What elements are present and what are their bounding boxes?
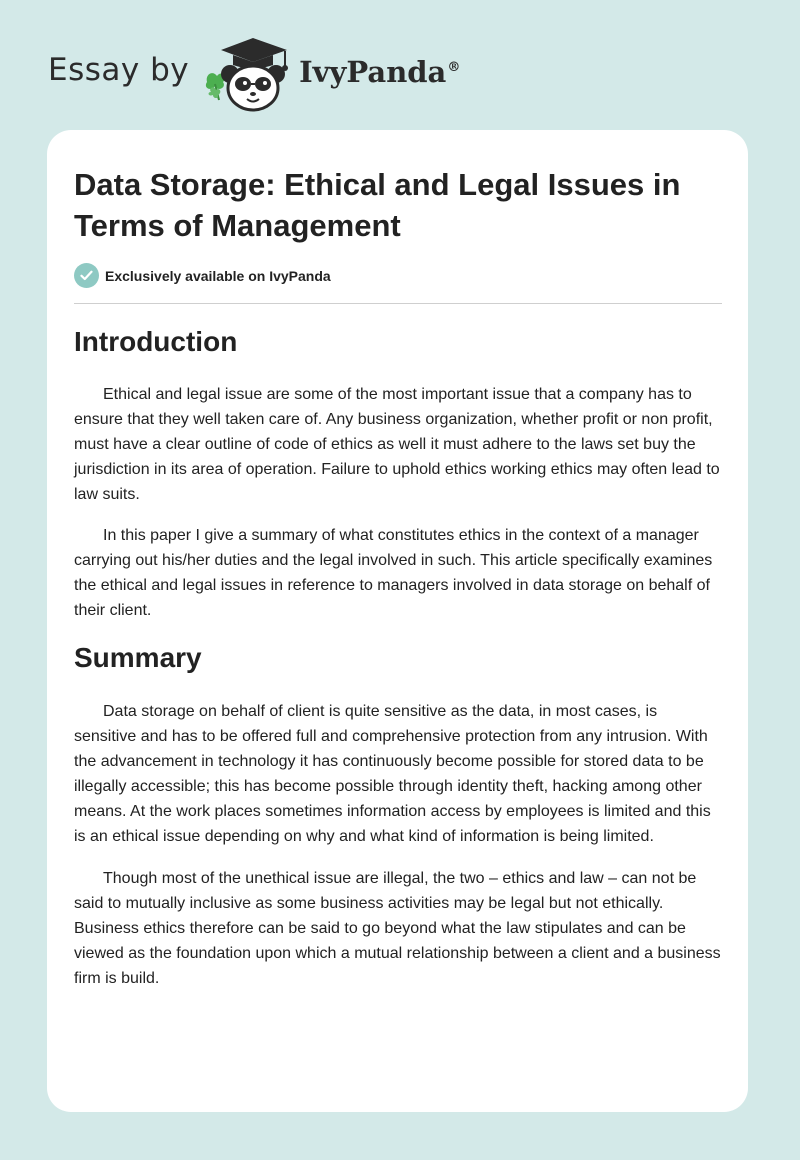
divider xyxy=(74,303,722,304)
section-heading-introduction: Introduction xyxy=(74,326,238,357)
exclusive-label: Exclusively available on IvyPanda xyxy=(105,267,331,284)
panda-graduate-icon[interactable] xyxy=(203,34,293,114)
section-heading-summary: Summary xyxy=(74,642,202,673)
registered-mark: ® xyxy=(447,60,461,76)
essay-by-label: Essay by xyxy=(48,52,190,88)
paragraph: In this paper I give a summary of what constitutes ethics in the context of a manager carrying out his/her duties and the legal involved in such. This article specifically examines the ethical and legal issues in reference to managers involved in data storage on behalf of their client. xyxy=(74,527,713,619)
page-title: Data Storage: Ethical and Legal Issues in Terms of Management xyxy=(74,167,681,243)
check-icon xyxy=(74,263,99,288)
brand-name[interactable] xyxy=(299,55,460,89)
paragraph: Ethical and legal issue are some of the most important issue that a company has to ensure that they well taken care of. Any business organization, whether profit or non profit, must have a clear outline of code of ethics as well it must adhere to the laws set buy the jurisdiction in its area of operation. Failure to uphold ethics working ethics may often lead to law suits. xyxy=(74,386,720,503)
article-body xyxy=(74,323,722,991)
brand-text: IvyPanda xyxy=(299,55,447,89)
paragraph: Data storage on behalf of client is quite sensitive as the data, in most cases, is sensitive and has to be offered full and comprehensive protection from any intrusion. With the advancement in technology it has continuously become possible for stored data to be illegally accessible; this has become possible through identity theft, hacking among other means. At the work places sometimes information access by employees is limited and this is an ethical issue depending on why and what kind of information is being limited. xyxy=(74,703,711,845)
site-header xyxy=(48,34,460,114)
exclusive-badge xyxy=(74,263,331,288)
article-card xyxy=(47,130,748,1112)
paragraph: Though most of the unethical issue are illegal, the two – ethics and law – can not be said to mutually inclusive as some business activities may be legal but not ethically. Business ethics therefore can be said to go beyond what the law stipulates and can be viewed as the foundation upon which a mutual relationship between a client and a business firm is build. xyxy=(74,870,721,987)
